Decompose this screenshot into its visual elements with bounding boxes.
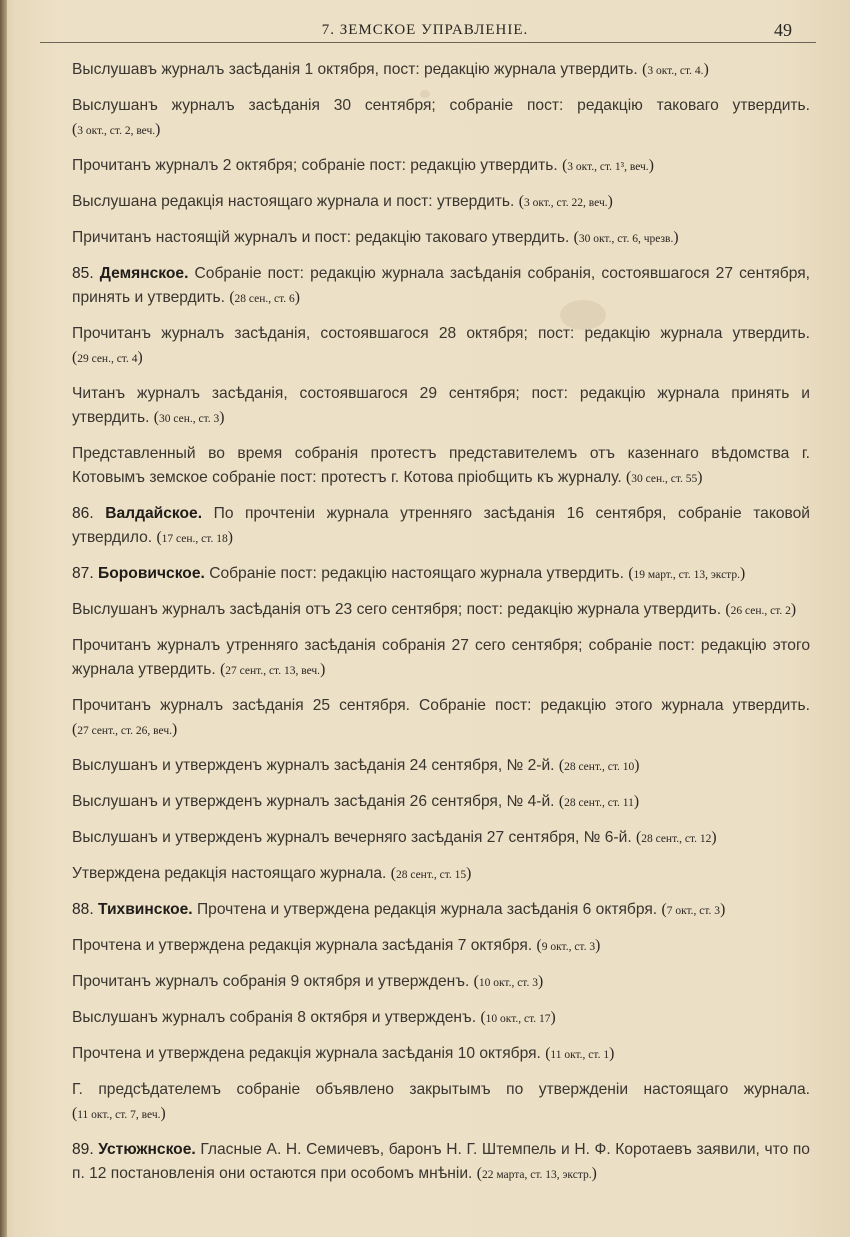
source-reference: ( 30 окт., ст. 6, чрезв. ) (574, 233, 679, 245)
entry-text: Г. предсѣдателемъ собраніе объявлено закрытымъ по утвержденіи настоящаго журнала. (72, 1081, 810, 1098)
source-reference: ( 27 сент., ст. 26, веч. ) (72, 725, 177, 737)
district-name: Тихвинское. (98, 901, 193, 918)
source-reference: ( 28 сент., ст. 15 ) (391, 869, 472, 881)
journal-entry (72, 634, 810, 683)
source-reference: ( 3 окт., ст. 1³, веч. ) (562, 161, 654, 173)
journal-entry (72, 382, 810, 431)
source-reference: ( 28 сент., ст. 11 ) (559, 797, 639, 809)
entry-text: Причитанъ настоящій журналъ и пост: редакцію таковаго утвердить. (72, 229, 570, 246)
entry-text: Прочитанъ журналъ утренняго засѣданія собранія 27 сего сентября; собраніе пост: редакцію этого журнала утвердить. (72, 637, 810, 678)
source-reference: ( 30 сен., ст. 3 ) (154, 413, 225, 425)
entry-text: Прочитанъ журналъ засѣданія 25 сентября. Собраніе пост: редакцію этого журнала утвердить. (72, 697, 810, 714)
district-name: Устюжнское. (98, 1141, 196, 1158)
entry-text: По прочтеніи журнала утренняго засѣданія 16 сентября, собраніе таковой утвердило. (72, 505, 810, 546)
journal-entry (72, 442, 810, 491)
entry-text: Собраніе пост: редакцію журнала засѣданія собранія, состоявшагося 27 сентября, принять и утвердить. (72, 265, 811, 306)
entry-text: Выслушанъ журналъ собранія 8 октября и утвержденъ. (72, 1009, 477, 1026)
running-header (40, 18, 810, 48)
source-reference: ( 28 сен., ст. 6 ) (229, 293, 300, 305)
source-reference: ( 17 сен., ст. 18 ) (156, 533, 232, 545)
district-name: Боровичское. (98, 565, 205, 582)
entry-text: Выслушанъ и утвержденъ журналъ засѣданія 26 сентября, № 4-й. (72, 793, 555, 810)
journal-entry (72, 190, 810, 215)
source-reference: ( 10 окт., ст. 17 ) (480, 1013, 555, 1025)
source-reference: ( 28 сент., ст. 12 ) (636, 833, 717, 845)
entry-number: 86. (72, 505, 94, 522)
entry-number: 89. (72, 1141, 94, 1158)
entry-text: Прочитанъ журналъ 2 октября; собраніе пост: редакцію утвердить. (72, 157, 558, 174)
journal-entry (72, 262, 810, 311)
source-reference: ( 11 окт., ст. 7, веч. ) (72, 1109, 166, 1121)
section-title: 7. ЗЕМСКОЕ УПРАВЛЕНІЕ. (321, 22, 529, 38)
journal-entry (72, 754, 810, 779)
entry-text: Выслушанъ и утвержденъ журналъ засѣданія 24 сентября, № 2-й. (72, 757, 555, 774)
source-reference: ( 29 сен., ст. 4 ) (72, 353, 143, 365)
source-reference: ( 28 сент., ст. 10 ) (559, 761, 640, 773)
entry-text: Читанъ журналъ засѣданія, состоявшагося 29 сентября; пост: редакцію журнала принять и утвердить. (72, 385, 810, 426)
source-reference: ( 19 март., ст. 13, экстр. ) (628, 569, 745, 581)
entry-text: Выслушанъ и утвержденъ журналъ вечерняго засѣданія 27 сентября, № 6-й. (72, 829, 632, 846)
journal-entry (72, 694, 810, 743)
entry-text: Прочтена и утверждена редакція журнала засѣданія 6 октября. (196, 901, 658, 918)
entry-text: Прочитанъ журналъ засѣданія, состоявшагося 28 октября; пост: редакцію журнала утвердить. (72, 325, 810, 342)
journal-entry (72, 1042, 810, 1067)
journal-entry (72, 154, 810, 179)
source-reference: ( 11 окт., ст. 1 ) (545, 1049, 614, 1061)
journal-entry (72, 898, 810, 923)
journal-entry (72, 226, 810, 251)
source-reference: ( 30 сен., ст. 55 ) (626, 473, 702, 485)
source-reference: ( 26 сен., ст. 2 ) (725, 605, 796, 617)
source-reference: ( 3 окт., ст. 4. ) (642, 65, 709, 77)
entry-number: 88. (72, 901, 94, 918)
entry-text: Представленный во время собранія протестъ представителемъ отъ казеннаго вѣдомства г. Котовымъ земское собраніе пост: протестъ г. Котова пріобщить къ журналу. (72, 445, 810, 486)
source-reference: ( 7 окт., ст. 3 ) (661, 905, 725, 917)
page-spine-shadow (0, 0, 7, 1237)
page-number: 49 (774, 20, 792, 40)
header-rule (40, 42, 816, 43)
source-reference: ( 10 окт., ст. 3 ) (474, 977, 544, 989)
entry-text: Гласные А. Н. Семичевъ, баронъ Н. Г. Штемпель и Н. Ф. Коротаевъ заявили, что по п. 12 постановленія они остаются при особомъ мнѣніи. (72, 1141, 810, 1182)
entry-text: Прочтена и утверждена редакція журнала засѣданія 7 октября. (72, 937, 533, 954)
entry-text: Прочитанъ журналъ собранія 9 октября и утвержденъ. (72, 973, 470, 990)
journal-entry (72, 1138, 810, 1187)
journal-entry (72, 94, 810, 143)
journal-entry (72, 562, 810, 587)
district-name: Валдайское. (105, 505, 203, 522)
journal-entry (72, 322, 810, 371)
entry-text: Собраніе пост: редакцію настоящаго журнала утвердить. (209, 565, 624, 582)
journal-entry (72, 1006, 810, 1031)
source-reference: ( 9 окт., ст. 3 ) (537, 941, 601, 953)
page-body (72, 58, 810, 1198)
entry-text: Выслушанъ журналъ засѣданія 30 сентября; собраніе пост: редакцію таковаго утвердить. (72, 97, 810, 114)
entry-number: 85. (72, 265, 94, 282)
entry-text: Утверждена редакція настоящаго журнала. (72, 865, 387, 882)
journal-entry (72, 1078, 810, 1127)
entry-text: Прочтена и утверждена редакція журнала засѣданія 10 октября. (72, 1045, 541, 1062)
journal-entry (72, 790, 810, 815)
source-reference: ( 22 марта, ст. 13, экстр. ) (477, 1169, 597, 1181)
source-reference: ( 3 окт., ст. 22, веч. ) (519, 197, 613, 209)
source-reference: ( 27 сент., ст. 13, веч. ) (220, 665, 325, 677)
journal-entry (72, 502, 810, 551)
journal-entry (72, 862, 810, 887)
entry-text: Выслушана редакція настоящаго журнала и пост: утвердить. (72, 193, 515, 210)
journal-entry (72, 826, 810, 851)
entry-number: 87. (72, 565, 94, 582)
district-name: Демянское. (99, 265, 189, 282)
journal-entry (72, 58, 810, 83)
source-reference: ( 3 окт., ст. 2, веч. ) (72, 125, 160, 137)
journal-entry (72, 598, 810, 623)
journal-entry (72, 934, 810, 959)
entry-text: Выслушанъ журналъ засѣданія отъ 23 сего сентября; пост: редакцію журнала утвердить. (72, 601, 722, 618)
entry-text: Выслушавъ журналъ засѣданія 1 октября, пост: редакцію журнала утвердить. (72, 61, 638, 78)
journal-entry (72, 970, 810, 995)
